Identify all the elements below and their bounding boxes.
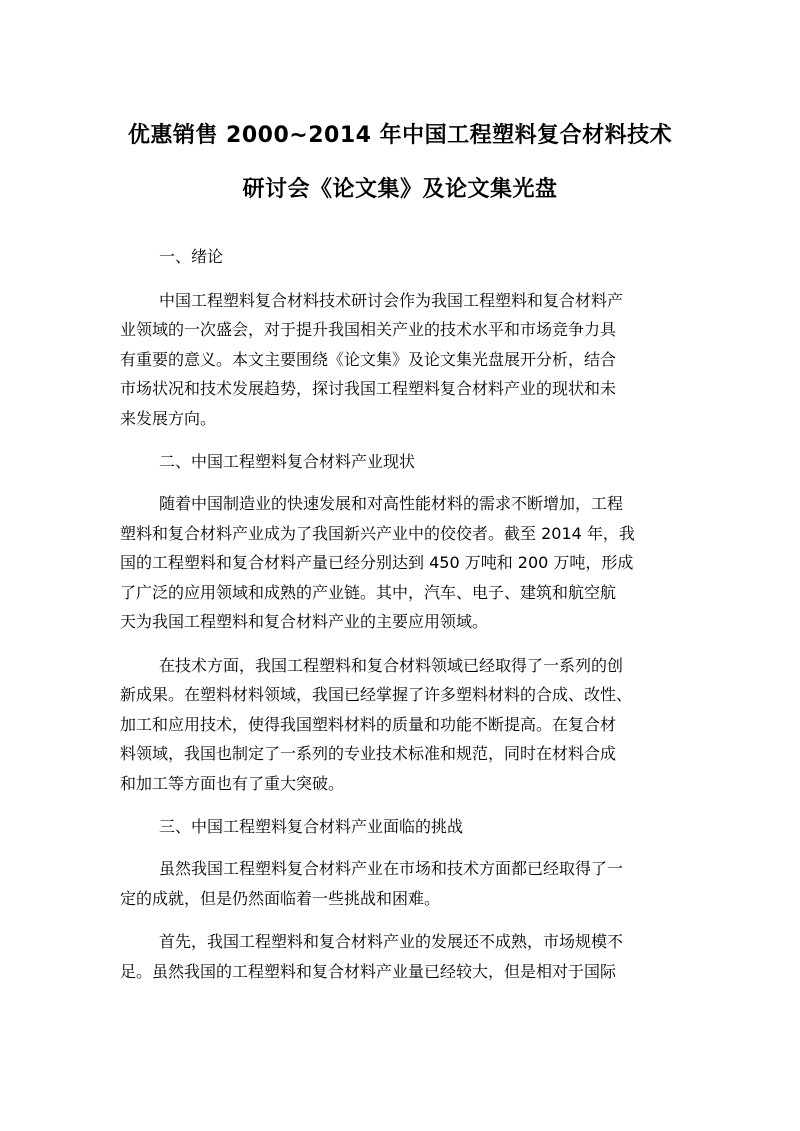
paragraph-line: 来发展方向。 — [120, 409, 217, 428]
document-title-line-1: 优惠销售 2000~2014 年中国工程塑料复合材料技术 — [127, 123, 673, 148]
paragraph-line: 新成果。在塑料材料领域，我国已经掌握了许多塑料材料的合成、改性、 — [120, 685, 633, 704]
paragraph-line: 有重要的意义。本文主要围绕《论文集》及论文集光盘展开分析，结合 — [120, 350, 617, 369]
paragraph-line: 国的工程塑料和复合材料产量已经分别达到 450 万吨和 200 万吨，形成 — [120, 553, 634, 572]
paragraph-line: 和加工等方面也有了重大突破。 — [120, 774, 345, 793]
paragraph-line: 市场状况和技术发展趋势，探讨我国工程塑料复合材料产业的现状和未 — [120, 379, 617, 398]
paragraph-line: 天为我国工程塑料和复合材料产业的主要应用领域。 — [120, 612, 489, 631]
paragraph-line: 中国工程塑料复合材料技术研讨会作为我国工程塑料和复合材料产 — [159, 291, 624, 310]
paragraph-line: 塑料和复合材料产业成为了我国新兴产业中的佼佼者。截至 2014 年，我 — [120, 524, 635, 543]
paragraph-line: 加工和应用技术，使得我国塑料材料的质量和功能不断提高。在复合材 — [120, 715, 617, 734]
paragraph-line: 料领域，我国也制定了一系列的专业技术标准和规范，同时在材料合成 — [120, 744, 617, 763]
paragraph-line: 虽然我国工程塑料复合材料产业在市场和技术方面都已经取得了一 — [159, 859, 624, 878]
paragraph-line: 定的成就，但是仍然面临着一些挑战和困难。 — [120, 889, 441, 908]
section-heading-introduction: 一、绪论 — [159, 247, 224, 266]
section-heading-challenges: 三、中国工程塑料复合材料产业面临的挑战 — [159, 817, 464, 836]
paragraph-line: 随着中国制造业的快速发展和对高性能材料的需求不断增加，工程 — [159, 494, 624, 513]
paragraph-line: 了广泛的应用领域和成熟的产业链。其中，汽车、电子、建筑和航空航 — [120, 583, 617, 602]
paragraph-line: 在技术方面，我国工程塑料和复合材料领域已经取得了一系列的创 — [159, 656, 624, 675]
document-title-line-2: 研讨会《论文集》及论文集光盘 — [242, 177, 558, 202]
paragraph-line: 足。虽然我国的工程塑料和复合材料产业量已经较大，但是相对于国际 — [120, 962, 617, 981]
section-heading-industry-status: 二、中国工程塑料复合材料产业现状 — [159, 452, 416, 471]
paragraph-line: 业领域的一次盛会，对于提升我国相关产业的技术水平和市场竞争力具 — [120, 320, 617, 339]
paragraph-line: 首先，我国工程塑料和复合材料产业的发展还不成熟，市场规模不 — [159, 932, 624, 951]
